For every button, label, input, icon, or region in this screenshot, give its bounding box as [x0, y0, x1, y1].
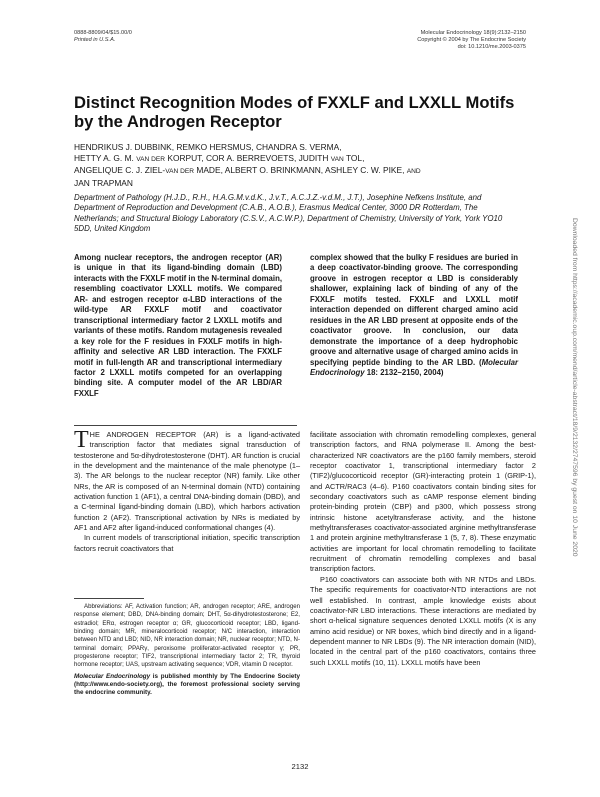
publisher-note: Molecular Endocrinology is published monthly by The Endocrine Society (http://www.endo-society.org), the foremost professional society serving the endocrine community.	[74, 672, 300, 697]
author-line-2: HETTY A. G. M. VAN DER KORPUT, COR A. BERREVOETS, JUDITH VAN TOL,	[74, 153, 365, 164]
article-title: Distinct Recognition Modes of FXXLF and LXXLL Motifs by the Androgen Receptor	[74, 93, 515, 131]
body-left-column	[74, 427, 300, 554]
doi[interactable]: doi: 10.1210/me.2003-0375	[457, 44, 526, 51]
intro-paragraph-2: In current models of transcriptional initiation, specific transcription factors recruit coactivators that	[74, 533, 300, 553]
running-header-right	[417, 30, 526, 52]
journal-citation: Molecular Endocrinology 18(9):2132–2150	[420, 30, 526, 36]
running-header-left	[74, 30, 132, 44]
journal-name: Molecular Endocrinology	[310, 357, 518, 377]
author-list	[74, 142, 474, 189]
issn-code: 0888-8809/04/$15.00/0	[74, 30, 132, 36]
footnote-divider	[74, 598, 144, 599]
download-watermark-text[interactable]: Downloaded from https://academic.oup.com/mend/article-abstract/18/9/2132/2747596 by guest on 10 June 2020	[571, 218, 578, 557]
download-watermark	[568, 218, 582, 718]
drop-cap: T	[74, 427, 89, 453]
abstract-divider	[74, 425, 297, 426]
intro-paragraph-4: P160 coactivators can associate both with NR NTDs and LBDs. The specific requirements for coactivator-NTD interactions are not well established. In contrast, ample knowledge exists about coactivator-NR LBD interactions. These interactions are mediated by short α-helical signature sequences denoted LXXLL motifs (X is any amino acid residue) or NR boxes, which bind directly and in a ligand-dependent manner to NR LBDs (9). The NR interaction domain (NID), located in the central part of the p160 coactivators, contains three such LXXLL motifs (10, 11). LXXLL motifs have been	[310, 574, 536, 667]
footnote	[74, 603, 300, 698]
abstract-right-column: complex showed that the bulky F residues are buried in a deep coactivator-binding groove. The corresponding groove in estrogen receptor α LBD is considerably shallower, explaining lack of binding of any of the FXXLF motifs tested. FXXLF and LXXLL motif interaction depended on different charged amino acid residues in the AR LBD present at opposite ends of the coactivator groove. In conclusion, our data demonstrate the importance of a deep hydrophobic groove and alternative usage of charged amino acids in specifying peptide binding to the AR LBD. (Molecular Endocrinology 18: 2132–2150, 2004)	[310, 253, 518, 377]
author-line-1: HENDRIKUS J. DUBBINK, REMKO HERSMUS, CHANDRA S. VERMA,	[74, 142, 342, 152]
intro-paragraph-1: THE ANDROGEN RECEPTOR (AR) is a ligand-activated transcription factor that mediates signal transduction of testosterone and 5α-dihydrotestosterone (DHT). AR function is crucial in the development and the maintenance of the male phenotype (1–3). The AR belongs to the nuclear receptor (NR) family. Like other NRs, the AR is composed of an N-terminal domain (NTD) containing activation function 1 (AF1), a central DNA-binding domain (DBD), and a C-terminal ligand-binding domain (LBD), which harbors activation function 2 (AF2). Transcriptional activation by NRs is mediated by AF1 and AF2 after ligand-induced conformational changes (4).	[74, 427, 300, 533]
abbreviations: Abbreviations: AF, Activation function; AR, androgen receptor; ARE, androgen response element; DBD, DNA-binding domain; DHT, 5α-dihydrotestosterone; E2, estradiol; ERα, estrogen receptor α; GR, glucocorticoid receptor; LBD, ligand-binding domain; MR, mineralocorticoid receptor; N/C interaction, interaction between NTD and LBD; NID, NR interaction domain; NR, nuclear receptor; NTD, N-terminal domain; PPARγ, peroxisome proliferator-activated receptor γ; PR, progesterone receptor; TIF2, transcriptional intermediary factor 2; TR, thyroid hormone receptor; UAS, upstream activating sequence; VDR, vitamin D receptor.	[74, 603, 300, 669]
copyright: Copyright © 2004 by The Endocrine Society	[417, 37, 526, 44]
author-line-3: ANGELIQUE C. J. ZIEL-VAN DER MADE, ALBERT O. BRINKMANN, ASHLEY C. W. PIKE, AND	[74, 165, 421, 176]
abstract-left-column: Among nuclear receptors, the androgen receptor (AR) is unique in that its ligand-binding domain (LBD) interacts with the FXXLF motif in the N-terminal domain, resembling coactivator LXXLL motifs. We compared AR- and estrogen receptor α-LBD interactions of the wild-type AR FXXLF motif and coactivator transcriptional intermediary factor 2 LXXLL motifs and variants of these motifs. Random mutagenesis revealed a key role for the F residues in FXXLF motifs in high-affinity and selective AR LBD interaction. The FXXLF motif in full-length AR and transcriptional intermediary factor 2 LXXLL motifs competed for an overlapping binding site. A computer model of the AR LBD/AR FXXLF	[74, 253, 282, 398]
printed-in: Printed in U.S.A.	[74, 37, 116, 44]
intro-paragraph-3: facilitate association with chromatin remodelling complexes, general transcription factors, and RNA polymerase II. Among the best-characterized NR coactivators are the p160 family members, steroid receptor coactivator 1, transcriptional intermediary factor 2 (TIF2)/glucocorticoid receptor (GR)-interacting protein 1 (GRIP-1), and ACTR/RAC3 (4–6). P160 coactivators contain binding sites for secondary coactivators such as cAMP response element binding protein-binding protein (CBP) and p300, which possess strong intrinsic histone acetyltransferase activity, and the histone methyltransferases coactivator-associated arginine methyltransferase 1 and protein arginine methyltransferase 1 (5, 7, 8). These enzymatic activities are important for local chromatin remodelling to facilitate recruitment of chromatin remodelling complexes and basal transcription factors.	[310, 430, 536, 574]
author-line-4: JAN TRAPMAN	[74, 177, 133, 188]
body-right-column	[310, 430, 536, 668]
page-number: 2132	[291, 762, 309, 771]
affiliations: Department of Pathology (H.J.D., R.H., H.A.G.M.v.d.K., J.v.T., A.C.J.Z.-v.d.M., J.T.), Josephine Nefkens Institute, and Department of Reproduction and Development (C.A.B., A.O.B.), Erasmus Medical Center, 3000 DR Rotterdam, The Netherlands; and Structural Biology Laboratory (C.S.V., A.C.W.P.), Department of Chemistry, University of York, York YO10 5DD, United Kingdom	[74, 193, 503, 234]
